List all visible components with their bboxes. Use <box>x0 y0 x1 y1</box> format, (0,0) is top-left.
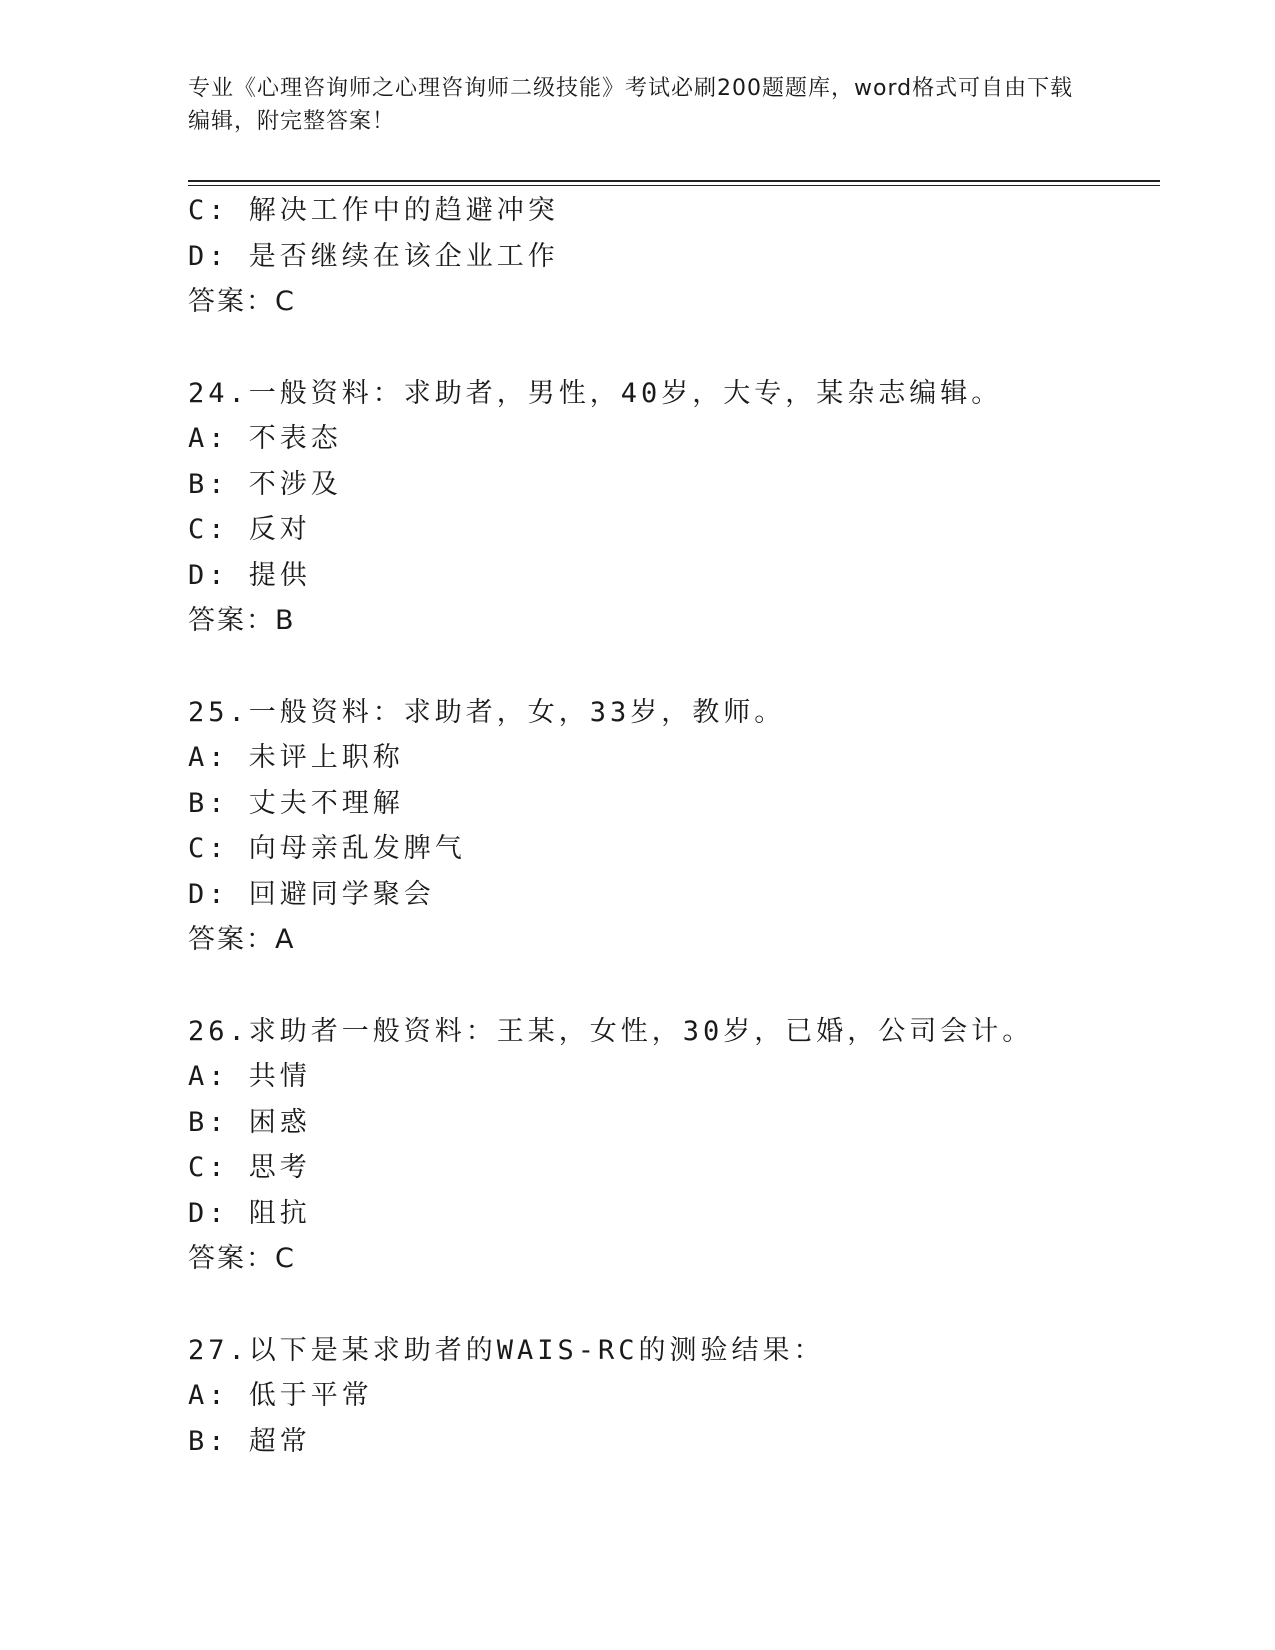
option-text: 超常 <box>248 1425 311 1457</box>
question-stem: 25.一般资料：求助者，女，33岁，教师。 <box>188 696 786 728</box>
option-text: 提供 <box>248 559 311 591</box>
option-text: 困惑 <box>248 1106 311 1138</box>
option-label: C: <box>188 1152 229 1183</box>
option-label: C: <box>188 195 229 226</box>
question-stem: 24.一般资料：求助者，男性，40岁，大专，某杂志编辑。 <box>188 377 1003 409</box>
answer-line: 答案：B <box>188 605 296 636</box>
option-text: 回避同学聚会 <box>248 878 435 910</box>
option-line <box>188 553 1168 599</box>
option-text: 不表态 <box>248 423 342 454</box>
question-block <box>188 1009 1168 1283</box>
option-line <box>188 826 1168 872</box>
option-label: A: <box>188 742 229 773</box>
option-line <box>188 1191 1168 1237</box>
option-text: 未评上职称 <box>248 742 404 773</box>
option-text: 阻抗 <box>248 1197 311 1229</box>
option-text: 共情 <box>248 1061 311 1092</box>
option-label: C: <box>188 514 229 545</box>
option-line <box>188 1145 1168 1191</box>
option-line <box>188 735 1168 781</box>
lead-fragment <box>188 188 1168 325</box>
header-divider-thick <box>188 180 1160 182</box>
option-line <box>188 416 1168 462</box>
spacer <box>188 1282 1168 1328</box>
option-line <box>188 462 1168 508</box>
answer-line: 答案：A <box>188 924 296 955</box>
question-block <box>188 371 1168 645</box>
option-label: D: <box>188 878 229 910</box>
option-text: 解决工作中的趋避冲突 <box>248 195 559 226</box>
document-header: 专业《心理咨询师之心理咨询师二级技能》考试必刷200题题库，word格式可自由下载编辑，附完整答案！ <box>188 76 1074 134</box>
question-stem: 27.以下是某求助者的WAIS-RC的测验结果： <box>188 1334 825 1366</box>
option-line <box>188 507 1168 553</box>
option-label: D: <box>188 559 229 591</box>
option-text: 是否继续在该企业工作 <box>248 240 559 272</box>
option-label: D: <box>188 240 229 272</box>
option-label: A: <box>188 423 229 454</box>
question-content <box>188 188 1168 1464</box>
option-line <box>188 1054 1168 1100</box>
option-line <box>188 781 1168 827</box>
option-line <box>188 1100 1168 1146</box>
spacer <box>188 644 1168 690</box>
question-stem: 26.求助者一般资料：王某，女性，30岁，已婚，公司会计。 <box>188 1015 1034 1047</box>
question-block <box>188 690 1168 964</box>
option-label: A: <box>188 1061 229 1092</box>
spacer <box>188 963 1168 1009</box>
spacer <box>188 325 1168 371</box>
option-label: B: <box>188 787 229 819</box>
answer-line: 答案：C <box>188 286 296 317</box>
option-text: 向母亲乱发脾气 <box>248 833 466 864</box>
option-label: A: <box>188 1380 229 1411</box>
option-label: B: <box>188 468 229 500</box>
question-block <box>188 1328 1168 1465</box>
option-label: D: <box>188 1197 229 1229</box>
option-line <box>188 234 1168 280</box>
option-line <box>188 872 1168 918</box>
answer-line: 答案：C <box>188 1243 296 1274</box>
header-divider-thin <box>188 185 1160 186</box>
option-line <box>188 188 1168 234</box>
option-text: 低于平常 <box>248 1380 373 1411</box>
option-text: 不涉及 <box>248 468 342 500</box>
option-text: 反对 <box>248 514 311 545</box>
option-label: C: <box>188 833 229 864</box>
option-text: 丈夫不理解 <box>248 787 404 819</box>
option-text: 思考 <box>248 1152 311 1183</box>
option-line <box>188 1373 1168 1419</box>
option-label: B: <box>188 1106 229 1138</box>
option-line <box>188 1419 1168 1465</box>
option-label: B: <box>188 1425 229 1457</box>
